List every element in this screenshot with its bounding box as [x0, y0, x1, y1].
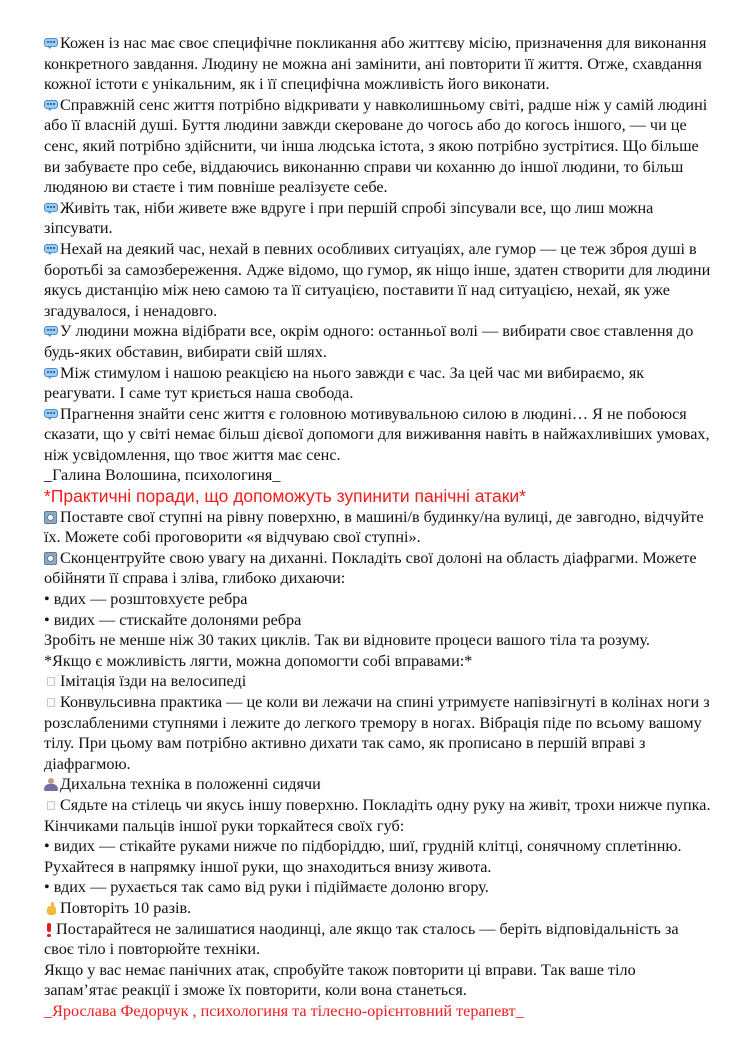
quote-paragraph: У людини можна відібрати все, окрім одного: останньої волі — вибирати своє ставлення до будь-яких обставин, вибирати свій шлях. [44, 322, 694, 361]
gear-icon [44, 511, 58, 523]
closing-paragraph: Якщо у вас немає панічних атак, спробуйте також повторити ці вправи. Так ваше тіло запам’ятає реакції і зможе їх повторити, коли вона станеться. [44, 960, 636, 1000]
author-signature: _Галина Волошина, психологиня_ [44, 466, 281, 485]
speech-bubble-icon [44, 243, 58, 255]
repeat-note: Повторіть 10 разів. [44, 898, 711, 919]
tip-paragraph: Сконцентруйте свою увагу на диханні. Покладіть свої долоні на область діафрагми. Можете обійняти її справа і зліва, глибоко дихаючи: [44, 548, 697, 588]
quote-paragraph: Живіть так, ніби живете вже вдруге і при першій спробі зіпсували все, що лиш можна зіпсувати. [44, 198, 654, 238]
speech-bubble-icon [44, 367, 58, 379]
exercises-intro: *Якщо є можливість лягти, можна допомогти собі вправами:* [44, 651, 473, 670]
speech-bubble-icon [44, 408, 58, 420]
square-icon [44, 799, 58, 811]
quote-paragraph: Кожен із нас має своє специфічне покликання або життєву місію, призначення для виконання конкретного завдання. Людину не можна ані замінити, ані повторити її життя. Отже, схавдання кожної істоти є унікальним, як і її специфічна можливість його виконати. [44, 34, 707, 94]
speech-bubble-icon [44, 325, 58, 337]
speech-bubble-icon [44, 37, 58, 49]
speech-bubble-icon [44, 202, 58, 214]
bullet-item: • вдих — рухається так само від руки і підіймаєте долоню вгору. [44, 878, 489, 897]
bullet-item: • видих — стискайте долонями ребра [44, 610, 302, 629]
square-icon [44, 675, 58, 687]
exercise-item: Імітація їзди на велосипеді [44, 671, 711, 692]
pointing-hand-icon [44, 902, 58, 914]
tip-paragraph: Зробіть не менше ніж 30 таких циклів. Так ви відновите процеси вашого тіла та розуму. [44, 631, 650, 650]
exercise-title: Дихальна техніка в положенні сидячи [44, 774, 711, 795]
quote-paragraph: Нехай на деякий час, нехай в певних особливих ситуаціях, але гумор — це теж зброя душі в боротьбі за самозбереження. Адже відомо, що гумор, як ніщо інше, здатен створити для людини якусь дистанцію між нею самою та її ситуацією, поставити її над ситуацією, нехай, як уже згадувалося, і ненадовго. [44, 239, 711, 320]
quote-paragraph: Прагнення знайти сенс життя є головною мотивувальною силою в людині… Я не побоюся сказати, що у світі немає більш дієвої допомоги для виживання навіть в найжахливіших умовах, ніж усвідомлення, що твоє життя має сенс. [44, 404, 710, 464]
square-icon [44, 696, 58, 708]
red-exclamation-icon [44, 923, 54, 935]
quote-paragraph: Між стимулом і нашою реакцією на нього завжди є час. За цей час ми вибираємо, як реагувати. І саме тут криється наша свобода. [44, 363, 645, 403]
speech-bubble-icon [44, 99, 58, 111]
bullet-item: • видих — стікайте руками нижче по підборіддю, шиї, грудній клітці, сонячному сплетінню. Рухайтеся в напрямку іншої руки, що знаходиться внизу живота. [44, 837, 682, 876]
author-signature: _Ярослава Федорчук , психологиня та тілесно-орієнтовний терапевт_ [44, 1001, 524, 1020]
gear-icon [44, 552, 58, 564]
bullet-item: • вдих — розштовхуєте ребра [44, 590, 248, 609]
section-heading: *Практичні поради, що допоможуть зупинити панічні атаки* [44, 486, 526, 507]
quote-paragraph: Справжній сенс життя потрібно відкривати у навколишньому світі, радше ніж у самій людині або її власній душі. Буття людини завжди скероване до чогось або до когось іншого, — чи це сенс, який потрібно здійснити, чи інша людська істота, з якою потрібно зустрітися. Що більше ви забуваєте про себе, віддаючись виконанню справи чи коханню до іншої людини, то більш людяною ви стаєте і тим повніше реалізуєте себе. [44, 95, 708, 197]
warning-note: Постарайтеся не залишатися наодинці, але якщо так сталось — беріть відповідальність за своє тіло і повторюйте техніки. [44, 919, 679, 959]
tip-paragraph: Поставте свої ступні на рівну поверхню, в машині/в будинку/на вулиці, де завгодно, відчуйте їх. Можете собі проговорити «я відчуваю свої ступні». [44, 507, 704, 547]
exercise-item: Сядьте на стілець чи якусь іншу поверхню. Покладіть одну руку на живіт, трохи нижче пупка. Кінчиками пальців іншої руки торкайтеся своїх губ: [44, 795, 711, 835]
person-meditating-icon [44, 778, 58, 790]
exercise-item: Конвульсивна практика — це коли ви лежачи на спині утримуєте напівзігнуті в колінах ноги з розслабленими ступнями і лежите до легкого тремору в ногах. Вібрація піде по всьому вашому тілу. При цьому вам потрібно активно дихати так само, як прописано в першій вправі з діафрагмою. [44, 693, 710, 773]
